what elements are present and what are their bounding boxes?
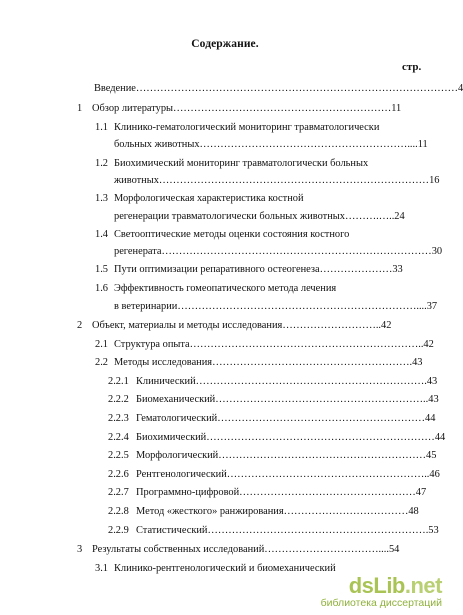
toc-entry: Объект, материалы и методы исследования………………………..42 [92, 320, 392, 331]
toc-number: 1.3 [95, 193, 108, 204]
page-title: Содержание. [191, 38, 259, 50]
toc-number: 2.2.2 [108, 394, 129, 405]
watermark-logo-name: dsLib [348, 573, 405, 598]
toc-entry: Рентгенологический…………………………………………………..46 [136, 469, 440, 480]
toc-number: 3 [77, 544, 83, 555]
toc-number: 2.2.7 [108, 487, 129, 498]
watermark-logo [321, 575, 442, 597]
toc-entry: Светооптические методы оценки состояния костного [114, 229, 350, 240]
toc-entry: Эффективность гомеопатического метода лечения [114, 283, 337, 294]
toc-entry: Морфологический……………………………………………………45 [136, 450, 437, 461]
toc-number: 2 [77, 320, 83, 331]
toc-number: 1.2 [95, 158, 108, 169]
toc-number: 2.2.4 [108, 432, 129, 443]
toc-entry: Программно-цифровой……………………………………………47 [136, 487, 427, 498]
toc-number: 2.2.6 [108, 469, 129, 480]
watermark-logo-tld: .net [404, 573, 442, 598]
toc-number: 1.4 [95, 229, 108, 240]
toc-entry: Клинический………………………………………………………….43 [136, 376, 438, 387]
watermark [321, 575, 442, 609]
toc-entry: Обзор литературы………………………………………………………11 [92, 103, 402, 114]
toc-entry: животных……………………………………………………………………16 [114, 175, 440, 186]
toc-entry: Клинико-гематологический мониторинг травматологически [114, 122, 380, 133]
toc-number: 1.5 [95, 264, 108, 275]
toc-entry: Клинико-рентгенологический и биомеханический [114, 563, 336, 574]
toc-number: 1 [77, 103, 83, 114]
toc-entry: Морфологическая характеристика костной [114, 193, 304, 204]
toc-entry: Биомеханический……………………………………………………..43 [136, 394, 439, 405]
toc-number: 1.1 [95, 122, 108, 133]
toc-entry: Структура опыта…………………………………………………………..42 [114, 339, 434, 350]
toc-entry: в ветеринарии……………………………………………………………....37 [114, 301, 438, 312]
toc-entry: Биохимический мониторинг травматологически больных [114, 158, 369, 169]
toc-entry: Введение…………………………………………………………………………………4 [94, 83, 463, 94]
toc-number: 2.2.9 [108, 525, 129, 536]
toc-entry: Биохимический…………………………………………………………44 [136, 432, 446, 443]
toc-entry: больных животных……………………………………………………....11 [114, 139, 428, 150]
toc-entry: Гематологический……………………………………………………44 [136, 413, 436, 424]
toc-number: 1.6 [95, 283, 108, 294]
toc-number: 2.2.3 [108, 413, 129, 424]
toc-number: 2.2.8 [108, 506, 129, 517]
toc-number: 2.1 [95, 339, 108, 350]
toc-number: 2.2.1 [108, 376, 129, 387]
toc-entry: Результаты собственных исследований……………………………....54 [92, 544, 400, 555]
toc-number: 3.1 [95, 563, 108, 574]
toc-entry: регенерата……………………………………………………………………30 [114, 246, 443, 257]
toc-entry: Пути оптимизации репаративного остеогенеза…………………33 [114, 264, 403, 275]
page-column-label: стр. [402, 61, 422, 73]
watermark-caption: библиотека диссертаций [320, 597, 442, 609]
toc-number: 2.2 [95, 357, 108, 368]
toc-number: 2.2.5 [108, 450, 129, 461]
toc-entry: регенерации травматологически больных животных……….…..24 [114, 211, 405, 222]
toc-entry: Методы исследования………………………………………………….43 [114, 357, 423, 368]
toc-entry: Метод «жесткого» ранжирования………………………………48 [136, 506, 419, 517]
toc-entry: Статистический……………………………………………………….53 [136, 525, 439, 536]
